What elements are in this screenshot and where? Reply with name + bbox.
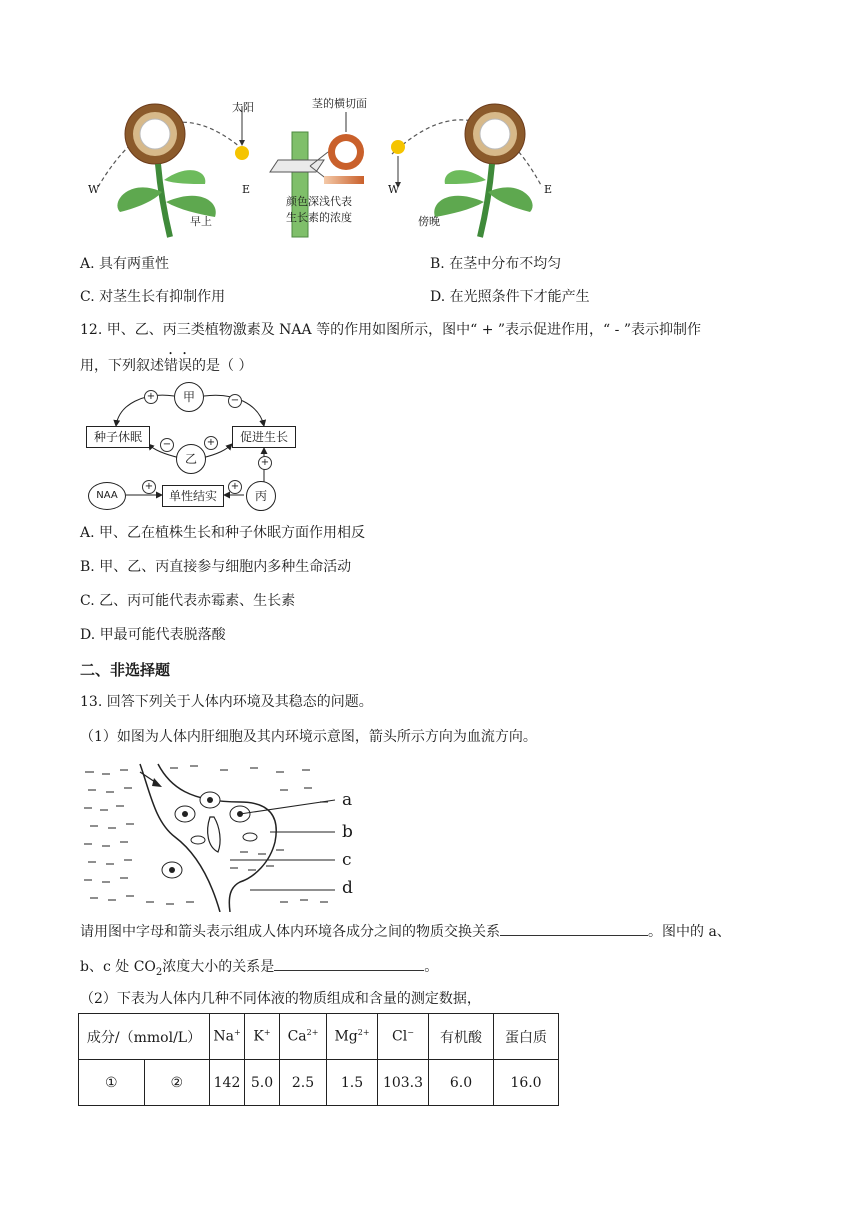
sun-label: 太阳 [232, 101, 254, 114]
col-na-sup: + [233, 1028, 241, 1038]
q12-stem-line2-pre: 用，下列叙述 [80, 358, 164, 374]
col-cl [378, 1014, 429, 1060]
q12-stem-line1: 12. 甲、乙、丙三类植物激素及 NAA 等的作用如图所示，图中“ + ”表示促进作用，“ - ”表示抑制作 [80, 322, 701, 338]
sign-bing-parthenocarpy: + [228, 480, 242, 494]
q11-option-c: C. 对茎生长有抑制作用 [80, 289, 226, 305]
node-seed-dormancy: 种子休眠 [86, 426, 150, 448]
left-caption: 早上 [190, 215, 212, 228]
q12-option-a: A. 甲、乙在植株生长和种子休眠方面作用相反 [80, 525, 366, 541]
left-west-label: W [88, 183, 100, 196]
col-ca-text: Ca [287, 1028, 307, 1045]
col-mg [327, 1014, 378, 1060]
q13-fill2-mid: 浓度大小的关系是 [162, 959, 275, 975]
section-title: 二、非选择题 [80, 661, 171, 679]
q12-option-b: B. 甲、乙、丙直接参与细胞内多种生命活动 [80, 559, 352, 575]
q13-fill1 [80, 921, 731, 942]
col-na-text: Na [213, 1028, 234, 1045]
sign-naa-parthenocarpy: + [142, 480, 156, 494]
figure-11 [80, 92, 580, 242]
node-promote-growth: 促进生长 [232, 426, 296, 448]
label-c: c [342, 850, 352, 870]
col-mg-sup: 2+ [357, 1028, 370, 1038]
right-east-label: E [544, 183, 553, 196]
col-protein: 蛋白质 [494, 1014, 559, 1060]
legend-line-2: 生长素的浓度 [286, 211, 352, 224]
legend-line-1: 颜色深浅代表 [286, 195, 352, 208]
hormone-diagram [84, 382, 304, 512]
sign-jia-growth: − [228, 394, 242, 408]
table-header-row [79, 1014, 559, 1060]
q12-option-d: D. 甲最可能代表脱落酸 [80, 627, 226, 643]
co2-subscript: 2 [155, 966, 163, 978]
col-cl-text: Cl [392, 1028, 408, 1045]
liver-figure [80, 762, 370, 912]
node-parthenocarpy: 单性结实 [162, 485, 224, 507]
q11-option-b: B. 在茎中分布不均匀 [430, 256, 562, 272]
table-cell: 103.3 [378, 1060, 429, 1106]
table-cell: 6.0 [429, 1060, 494, 1106]
node-naa: NAA [88, 482, 126, 510]
q13-fill1-prompt: 请用图中字母和箭头表示组成人体内环境各成分之间的物质交换关系 [80, 924, 500, 940]
q12-stem-line2-post: 的是（ ） [192, 358, 253, 374]
label-b: b [342, 822, 353, 842]
col-organic-acid: 有机酸 [429, 1014, 494, 1060]
q12-stem-line2 [80, 350, 252, 376]
q13-part1: （1）如图为人体内肝细胞及其内环境示意图，箭头所示方向为血流方向。 [80, 729, 537, 745]
liver-figure-svg [80, 762, 370, 912]
q11-option-a: A. 具有两重性 [80, 256, 170, 272]
label-a: a [342, 790, 353, 810]
q13-fill2 [80, 956, 438, 983]
right-west-label: W [388, 183, 400, 196]
q13-stem: 13. 回答下列关于人体内环境及其稳态的问题。 [80, 694, 373, 710]
sign-yi-dormancy: − [160, 438, 174, 452]
table-cell: 2.5 [280, 1060, 327, 1106]
col-k-sup: + [263, 1028, 271, 1038]
table-cell: 142 [210, 1060, 245, 1106]
col-k [245, 1014, 280, 1060]
col-na [210, 1014, 245, 1060]
table-cell: 16.0 [494, 1060, 559, 1106]
answer-blank-2[interactable] [274, 956, 424, 971]
col-k-text: K [253, 1028, 264, 1045]
q13-fill1-tail: 。图中的 a、 [648, 924, 731, 940]
answer-blank-1[interactable] [500, 921, 648, 936]
left-east-label: E [242, 183, 251, 196]
node-bing: 丙 [246, 481, 276, 511]
table-row [79, 1060, 559, 1106]
table-cell: 5.0 [245, 1060, 280, 1106]
q13-part2: （2）下表为人体内几种不同体液的物质组成和含量的测定数据， [80, 991, 481, 1007]
q12-option-c: C. 乙、丙可能代表赤霉素、生长素 [80, 593, 296, 609]
table-cell: ② [144, 1060, 210, 1106]
node-yi: 乙 [176, 444, 206, 474]
q13-fill2-tail: 。 [424, 959, 439, 975]
label-d: d [342, 878, 353, 898]
right-caption: 傍晚 [418, 215, 440, 228]
q11-option-d: D. 在光照条件下才能产生 [430, 289, 590, 305]
q13-fill2-prompt: b、c 处 CO [80, 959, 156, 975]
node-jia: 甲 [174, 382, 204, 412]
q12-stem-emphasis: 错误 [164, 358, 192, 374]
sign-bing-growth: + [258, 456, 272, 470]
sign-yi-growth: + [204, 436, 218, 450]
sign-jia-dormancy: + [144, 390, 158, 404]
cross-section-label: 茎的横切面 [312, 97, 367, 110]
fluid-composition-table [78, 1013, 559, 1106]
table-cell: 1.5 [327, 1060, 378, 1106]
col-ca [280, 1014, 327, 1060]
table-cell: ① [79, 1060, 145, 1106]
col-cl-sup: − [407, 1028, 414, 1038]
col-component: 成分/（mmol/L） [79, 1014, 210, 1060]
col-ca-sup: 2+ [306, 1028, 319, 1038]
col-mg-text: Mg [334, 1028, 358, 1045]
